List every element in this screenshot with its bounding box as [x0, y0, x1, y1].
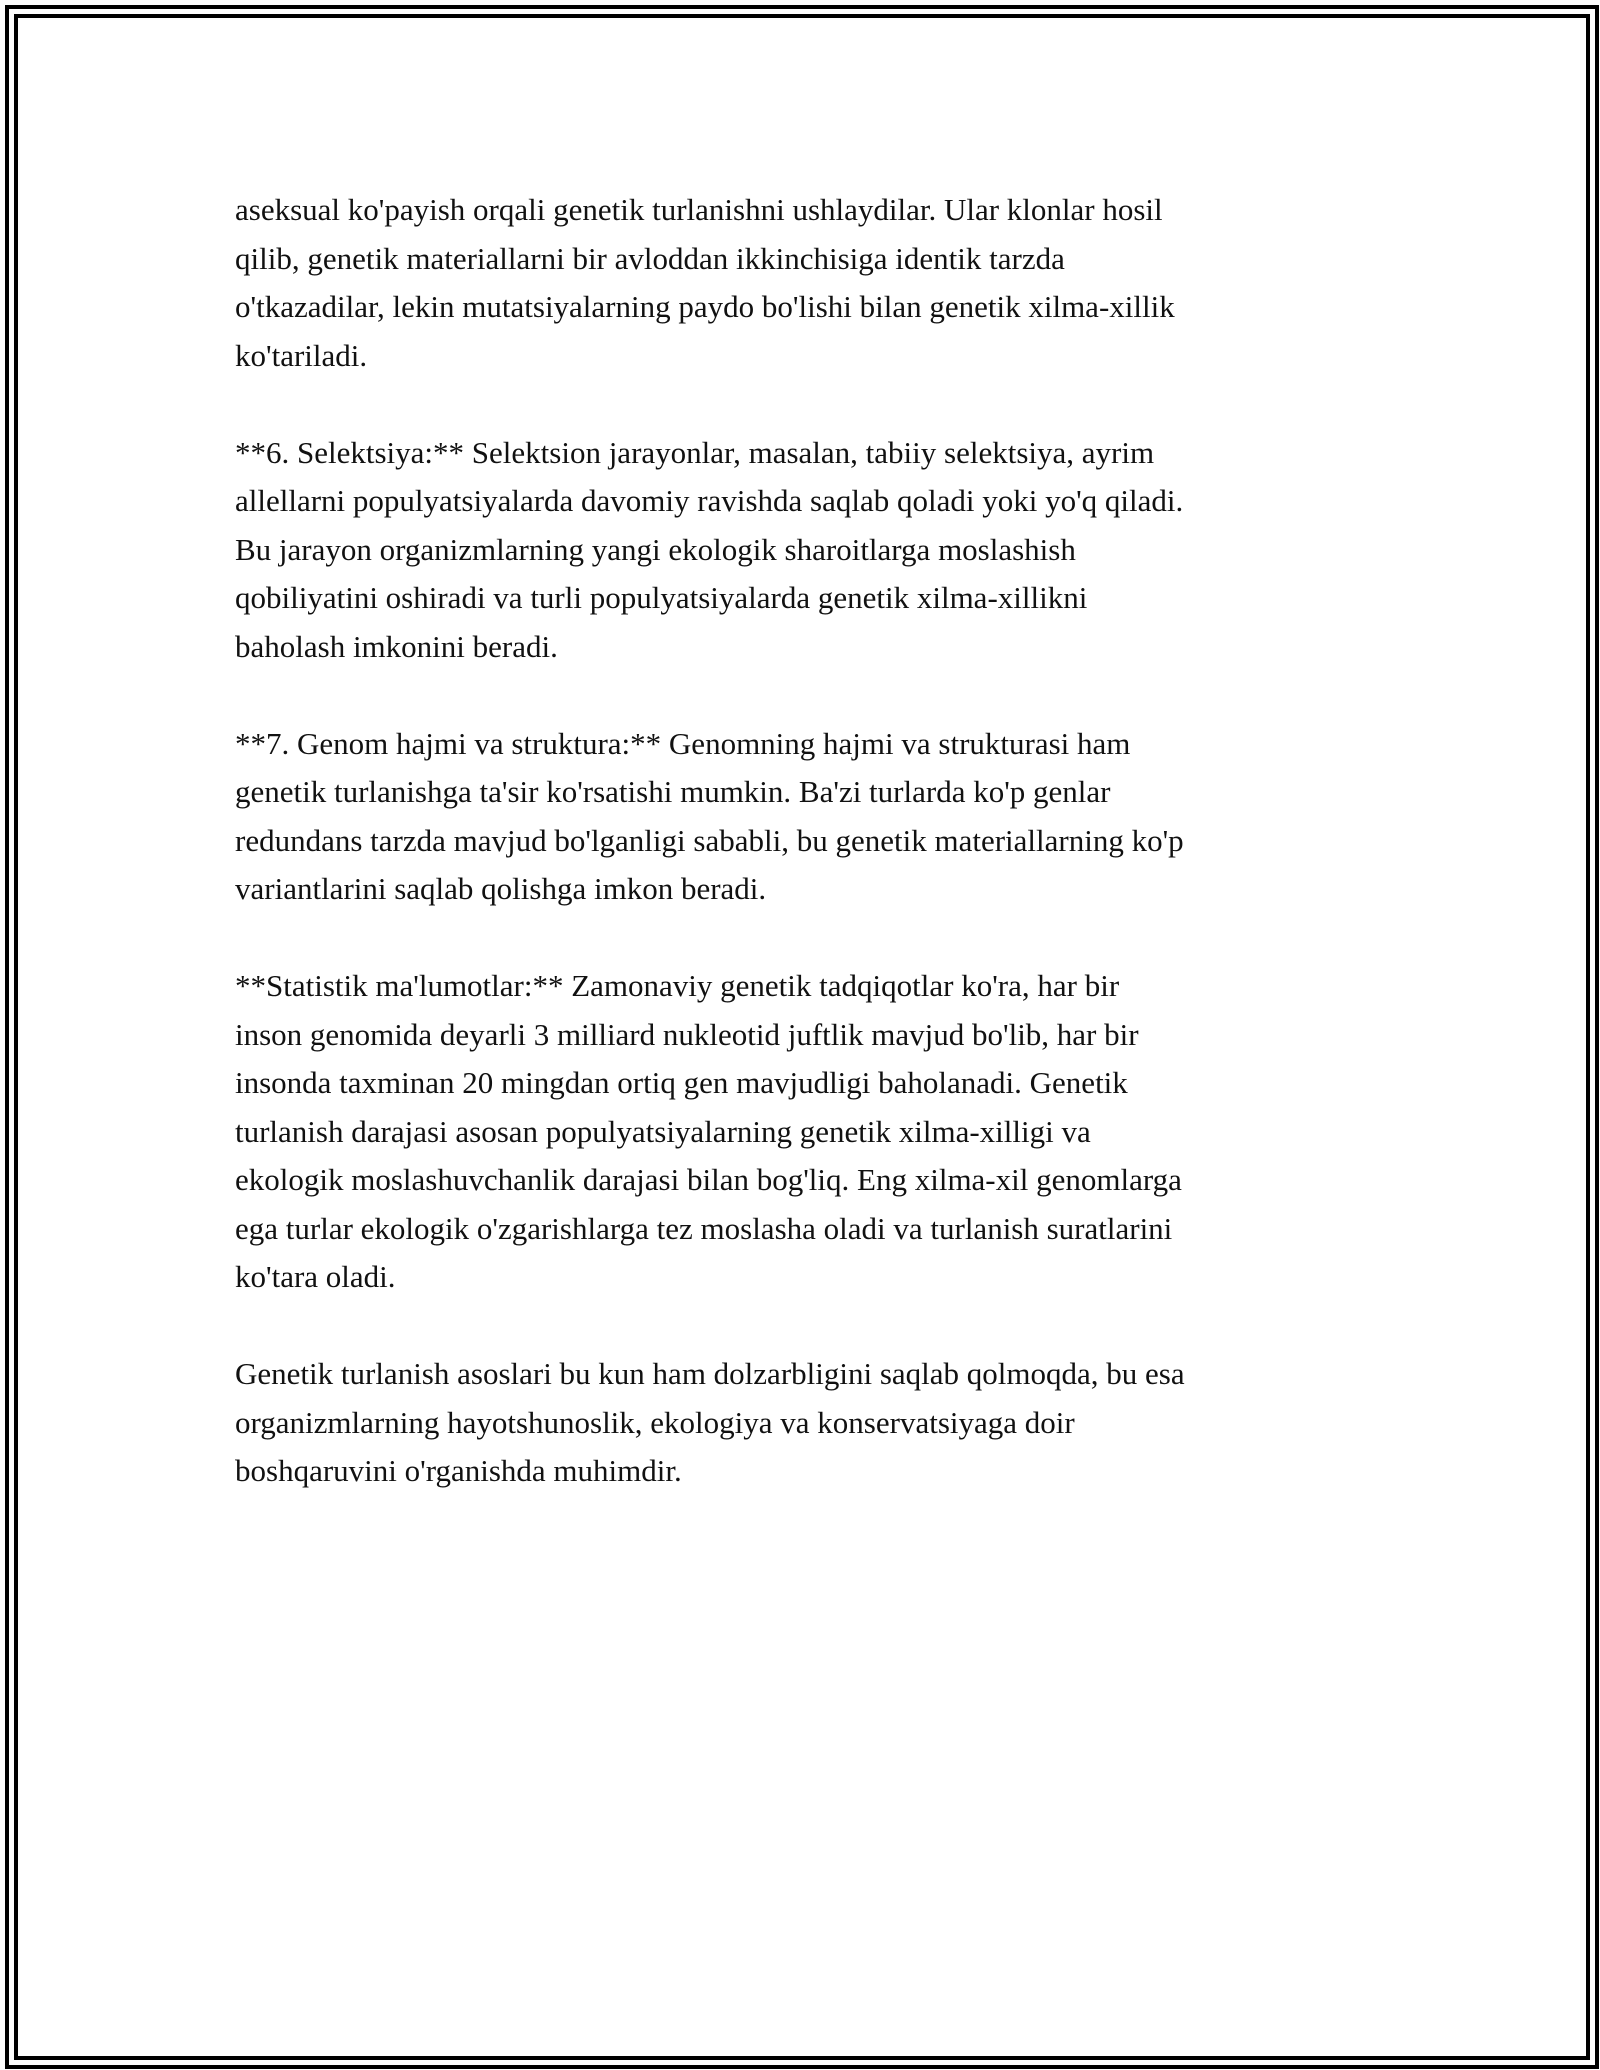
text-line: qilib, genetik materiallarni bir avloddan ikkinchisiga identik tarzda — [235, 240, 1065, 276]
text-line: baholash imkonini beradi. — [235, 628, 558, 664]
text-line: turlanish darajasi asosan populyatsiyalarning genetik xilma-xilligi va — [235, 1113, 1091, 1149]
text-line: ko'tariladi. — [235, 337, 368, 373]
text-line: aseksual ko'payish orqali genetik turlanishni ushlaydilar. Ular klonlar hosil — [235, 192, 1163, 227]
paragraph-statistics — [235, 962, 1375, 1302]
text-line: inson genomida deyarli 3 milliard nukleotid juftlik mavjud bo'lib, har bir — [235, 1016, 1139, 1052]
text-line: boshqaruvini o'rganishda muhimdir. — [235, 1453, 682, 1488]
text-line: ekologik moslashuvchanlik darajasi bilan bog'liq. Eng xilma-xil genomlarga — [235, 1162, 1182, 1197]
text-line: o'tkazadilar, lekin mutatsiyalarning paydo bo'lishi bilan genetik xilma-xillik — [235, 289, 1175, 324]
text-line: redundans tarzda mavjud bo'lganligi sababli, bu genetik materiallarning ko'p — [235, 822, 1184, 858]
text-line: Genetik turlanish asoslari bu kun ham dolzarbligini saqlab qolmoqda, bu esa — [235, 1356, 1185, 1391]
text-line: allellarni populyatsiyalarda davomiy ravishda saqlab qoladi yoki yo'q qiladi. — [235, 483, 1184, 518]
document-body — [235, 186, 1375, 1544]
text-line: **7. Genom hajmi va struktura:** Genomning hajmi va strukturasi ham — [235, 725, 1131, 761]
text-line: **Statistik ma'lumotlar:** Zamonaviy genetik tadqiqotlar ko'ra, har bir — [235, 968, 1120, 1003]
text-line: organizmlarning hayotshunoslik, ekologiya va konservatsiyaga doir — [235, 1404, 1075, 1440]
text-line: variantlarini saqlab qolishga imkon beradi. — [235, 871, 767, 906]
text-line: Bu jarayon organizmlarning yangi ekologik sharoitlarga moslashish — [235, 531, 1076, 567]
text-line: ega turlar ekologik o'zgarishlarga tez moslasha oladi va turlanish suratlarini — [235, 1210, 1173, 1246]
text-line: insonda taxminan 20 mingdan ortiq gen mavjudligi baholanadi. Genetik — [235, 1065, 1128, 1100]
text-line: qobiliyatini oshiradi va turli populyatsiyalarda genetik xilma-xillikni — [235, 580, 1088, 615]
text-line: ko'tara oladi. — [235, 1259, 396, 1294]
paragraph-genome-size — [235, 720, 1375, 914]
text-line: genetik turlanishga ta'sir ko'rsatishi mumkin. Ba'zi turlarda ko'p genlar — [235, 774, 1111, 809]
paragraph-conclusion — [235, 1350, 1375, 1496]
paragraph-asexual-reproduction — [235, 186, 1375, 380]
paragraph-selection — [235, 429, 1375, 672]
text-line: **6. Selektsiya:** Selektsion jarayonlar, masalan, tabiiy selektsiya, ayrim — [235, 434, 1155, 470]
